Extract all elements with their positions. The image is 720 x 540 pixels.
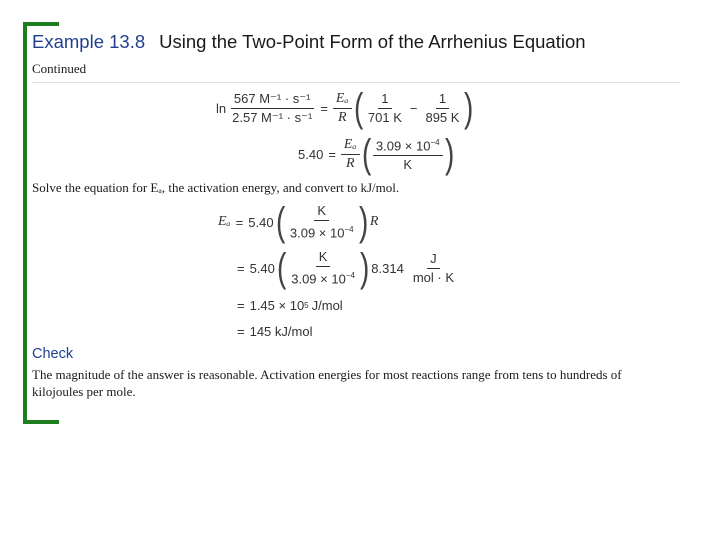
minus-sign: − [409,100,418,116]
eq3-coefficient: 5.40 [248,214,274,230]
units-denominator: mol · K [412,269,454,285]
rate-numerator: 567 M⁻¹ · s⁻¹ [231,91,314,109]
ea-over-r [333,91,352,126]
eq3-right-paren: ) [358,200,368,244]
eq6-equals: = [237,324,245,339]
eq3-exponent: −4 [344,224,354,234]
eq3-equals: = [235,214,244,230]
eq5-equals: = [237,298,245,313]
rate-denominator: 2.57 M⁻¹ · s⁻¹ [232,109,313,125]
one-1: 1 [378,91,391,109]
eq2-numerator [373,135,443,156]
eq3-r: R [369,214,379,229]
equation-6 [237,324,312,339]
continued-label: Continued [32,61,87,76]
eq2-ea-over-r [341,137,360,172]
equation-1 [216,88,476,128]
gas-constant-value: 8.314 [371,260,404,276]
units-numerator: J [427,251,440,269]
eq3-fraction [287,203,357,241]
check-heading: Check [32,346,74,362]
ln-label: ln [216,100,227,116]
eq3-left-paren: ( [275,200,285,244]
eq2-denominator: K [403,157,413,173]
eq5-unit: J/mol [311,298,343,313]
equation-5 [237,298,343,313]
eq2-exponent: −4 [430,137,440,147]
activation-energy-result: 145 kJ/mol [249,324,313,339]
eq2-right-paren: ) [444,132,454,176]
one-2: 1 [436,91,449,109]
example-title-text: Using the Two-Point Form of the Arrhenius Equation [159,31,586,52]
eq4-equals: = [237,260,245,276]
temperature-1: 701 K [367,109,402,125]
eq3-numerator: K [314,203,329,221]
ea-symbol: Eₐ [333,91,352,109]
eq2-left-paren: ( [361,132,371,176]
eq3-den-text: 3.09 × 10 [289,225,345,241]
divider [32,82,680,83]
check-text: The magnitude of the answer is reasonable. Activation energies for most reactions range from tens to hundreds of kilojoules per mole. [32,367,622,399]
eq5-value: 1.45 × 10 [249,298,305,313]
eq2-ea: Eₐ [341,137,360,155]
example-bracket-bottom [23,420,59,424]
eq2-r: R [345,155,355,171]
eq4-den-text: 3.09 × 10 [291,271,346,287]
equation-4 [237,248,457,288]
eq4-fraction [288,249,358,287]
example-bracket-top [23,22,59,26]
eq3-lhs: Eₐ [218,214,231,229]
right-paren: ) [464,86,474,130]
eq2-lhs: 5.40 [298,146,324,162]
eq4-left-paren: ( [276,246,287,290]
temperature-2: 895 K [425,109,460,125]
example-bracket-left [23,22,27,424]
eq4-exponent: −4 [345,270,355,280]
eq4-right-paren: ) [359,246,370,290]
eq4-numerator: K [316,249,331,267]
inverse-t2 [422,91,462,126]
eq2-fraction [373,135,443,173]
eq2-equals: = [328,146,336,162]
eq3-denominator [287,221,357,241]
example-number: Example 13.8 [32,31,146,52]
eq2-num-text: 3.09 × 10 [375,138,431,154]
eq4-coefficient: 5.40 [249,260,275,276]
example-title [32,31,586,53]
eq4-denominator [288,267,358,287]
gas-constant-units [410,251,457,286]
equation-3 [218,202,378,242]
r-symbol: R [337,109,347,125]
rate-ratio [229,91,315,126]
equals-sign: = [320,100,328,116]
solve-instruction: Solve the equation for Eₐ, the activation energy, and convert to kJ/mol. [32,180,400,195]
inverse-t1 [365,91,405,126]
left-paren: ( [353,86,363,130]
eq5-exponent: 5 [304,301,309,310]
equation-2 [298,134,456,174]
